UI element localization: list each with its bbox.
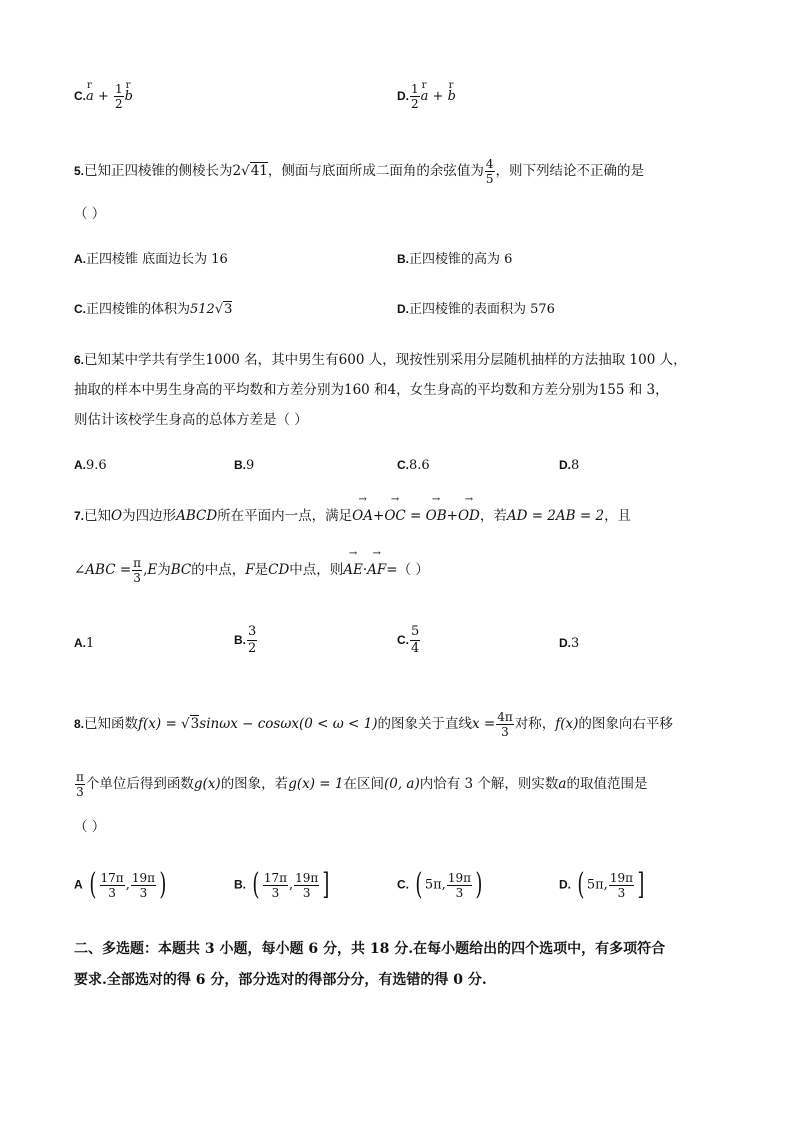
q8-paren: （ ） [74,819,106,835]
q7-option-d: D.3 [559,636,580,651]
vector-a: r a [421,87,429,107]
pi-over-3: $\frac{\pi}{3}$ [133,556,142,585]
edge-coef: 2 [232,163,242,179]
option-label: D. [397,89,409,103]
vector-a: r a [86,87,94,107]
vector-ae: → AE [343,560,363,580]
edge-radicand: 41 [250,163,268,179]
vector-b: r b [448,87,456,107]
q8-stem-line1: 8.已知函数f(x) = √3sinωx − cosωx(0 < ω < 1)的图象关于直线x = $\frac{4\pi}{3}$ 对称，f(x)的图象向右平移 [74,710,673,739]
q6-option-c: C.8.6 [397,458,430,473]
section-2-heading-line2: 要求.全部选对的得 6 分，部分选对的得部分分，有选错的得 0 分. [74,972,487,988]
fraction-half: $\frac{1}{2}$ [114,82,123,111]
q4-option-c: C.r a + $\frac{1}{2}$ r b [74,82,133,111]
question-number: 5. [74,164,85,178]
q7-stem-line1: 7.已知O为四边形ABCD所在平面内一点，满足→ OA+→ OC = → OB+→ OD，若AD = 2AB = 2，且 [74,506,631,526]
q8-option-b: B. ( $\frac{17\pi}{3}$ , $\frac{19\pi}{3}$ ] [234,867,330,902]
q5-option-c: C.正四棱锥的体积为512√3 [74,302,233,317]
option-label: C. [74,89,86,103]
section-2-heading-line1: 二、多选题：本题共 3 小题，每小题 6 分，共 18 分.在每小题给出的四个选项中，有多项符合 [74,941,666,957]
q5-option-d: D.正四棱锥的表面积为 576 [397,302,555,317]
fraction-half: $\frac{1}{2}$ [411,82,419,111]
vector-od: → OD [458,506,480,526]
q6-stem-line2: 抽取的样本中男生身高的平均数和方差分别为160 和4，女生身高的平均数和方差分别为155 和 3， [74,382,669,398]
q5-paren: （ ） [74,206,106,222]
q5-option-b: B.正四棱锥的高为 6 [397,252,513,267]
q4-option-d: D. $\frac{1}{2}$ r a + r b [397,82,456,111]
q6-stem-line3: 则估计该校学生身高的总体方差是（ ） [74,412,308,428]
q8-option-a: A ( $\frac{17\pi}{3}$ , $\frac{19\pi}{3}$ ) [74,867,167,902]
vector-oa: → OA [352,506,373,526]
q5-stem: 5.已知正四棱锥的侧棱长为2√41，侧面与底面所成二面角的余弦值为 $\frac{4}{5}$ ，则下列结论不正确的是 [74,157,645,186]
q5-text: ，则下列结论不正确的是 [495,163,645,179]
vector-ob: → OB [426,506,447,526]
q7-option-a: A.1 [74,636,95,651]
vector-b: r b [125,87,133,107]
q7-option-b: B. $\frac{3}{2}$ [234,624,257,656]
q5-text: 已知正四棱锥的侧棱长为 [84,163,233,179]
q8-option-d: D. ( 5π, $\frac{19\pi}{3}$ ] [559,867,645,902]
q6-stem-line1: 6.已知某中学共有学生1000 名，其中男生有600 人，现按性别采用分层随机抽样的方法抽取 100 人， [74,352,687,368]
q6-option-d: D.8 [559,458,580,473]
q5-text: ，侧面与底面所成二面角的余弦值为 [267,163,484,179]
vector-af: → AF [367,560,386,580]
q5-option-a: A.正四棱锥 底面边长为 16 [74,252,228,267]
q6-option-b: B.9 [234,458,255,473]
vector-oc: → OC [384,506,405,526]
q7-stem-line2: ∠ABC = $\frac{\pi}{3}$ ,E为BC的中点，F是CD中点，则→ AE·→ AF=（ ） [74,556,429,585]
q8-stem-line2: $\frac{\pi}{3}$ 个单位后得到函数g(x)的图象，若g(x) = 1在区间(0, a)内恰有 3 个解，则实数a的取值范围是 [76,770,648,799]
q8-option-c: C. ( 5π, $\frac{19\pi}{3}$ ) [397,867,483,902]
q7-option-c: C. $\frac{5}{4}$ [397,624,420,656]
cos-fraction: $\frac{4}{5}$ [485,157,494,186]
q6-option-a: A.9.6 [74,458,107,473]
